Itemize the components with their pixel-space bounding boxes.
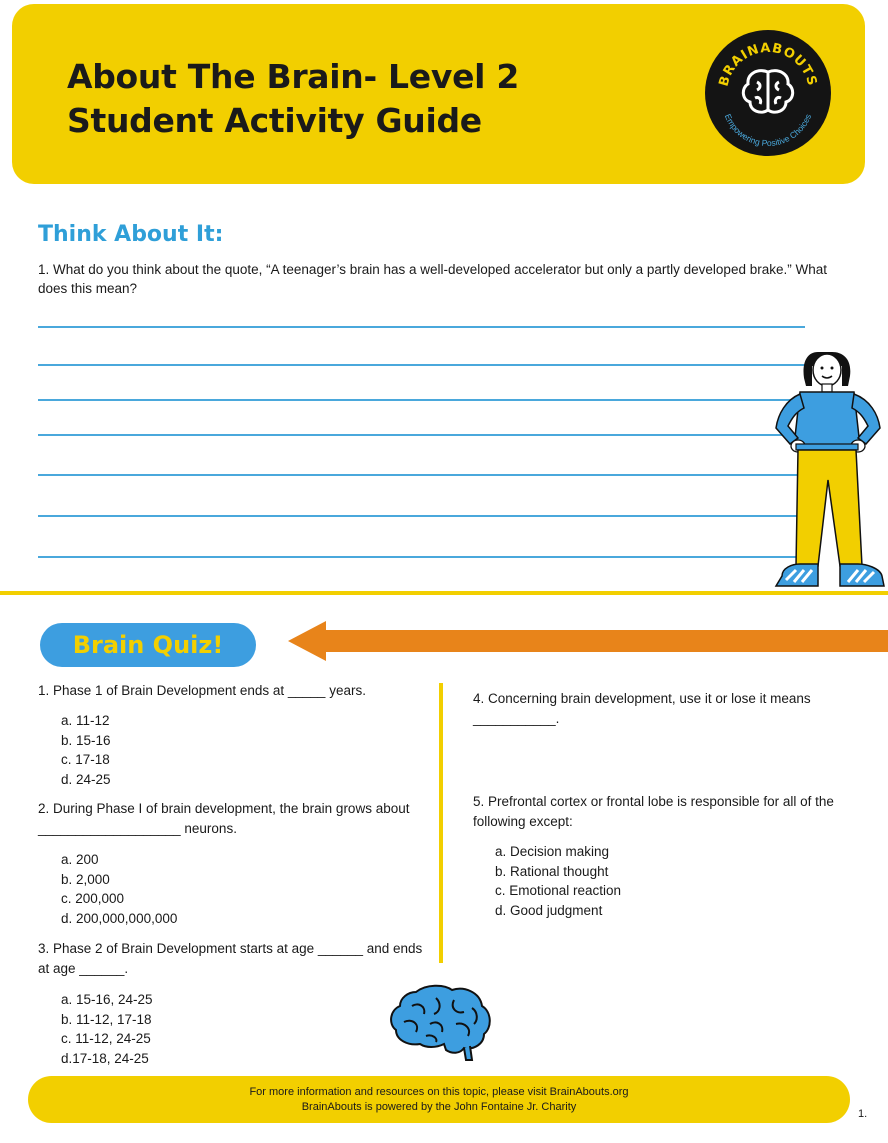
page-number: 1. [858,1108,868,1120]
option[interactable]: d. Good judgment [495,902,603,918]
footer-banner [28,1076,850,1123]
option[interactable]: d. 200,000,000,000 [61,910,178,926]
quiz-options-1 [61,711,111,789]
quiz-options-5 [495,842,621,920]
option[interactable]: a. Decision making [495,844,610,859]
option[interactable]: a. 11-12 [61,713,110,728]
option[interactable]: b. 2,000 [61,871,110,887]
quiz-question-3: 3. Phase 2 of Brain Development starts at age ______ and ends at age ______. [38,941,423,976]
brain-icon [386,984,494,1062]
section-divider [0,591,888,595]
option[interactable]: d.17-18, 24-25 [61,1050,149,1066]
option[interactable]: b. Rational thought [495,863,609,879]
option[interactable]: d. 24-25 [61,771,111,787]
quiz-question-5: 5. Prefrontal cortex or frontal lobe is responsible for all of the following except: [473,794,834,829]
answer-line[interactable] [38,364,805,366]
quiz-question-4: 4. Concerning brain development, use it or lose it means ___________. [473,691,811,726]
answer-line[interactable] [38,515,805,517]
option[interactable]: b. 11-12, 17-18 [61,1011,152,1027]
arrow-left-icon [288,621,888,661]
option[interactable]: c. 17-18 [61,752,110,767]
quiz-options-3 [61,990,153,1068]
answer-line[interactable] [38,434,805,436]
think-about-it-heading: Think About It: [38,222,224,247]
page-title [67,55,519,143]
quiz-options-2 [61,850,177,928]
brainabouts-logo [705,30,831,156]
brain-quiz-heading: Brain Quiz! [40,623,256,667]
footer-line-2: BrainAbouts is powered by the John Fontaine Jr. Charity [301,1100,577,1113]
quiz-question-1: 1. Phase 1 of Brain Development ends at _____ years. [38,683,366,698]
logo-graphic [705,30,831,156]
logo-brand-text: BRAINABOUTS [716,40,820,89]
option[interactable]: a. 200 [61,852,99,867]
quiz-question-2: 2. During Phase I of brain development, the brain grows about ___________________ neurons. [38,801,410,836]
title-line-2: Student Activity Guide [67,101,482,140]
student-figure [766,348,888,594]
option[interactable]: a. 15-16, 24-25 [61,992,153,1007]
answer-line[interactable] [38,399,805,401]
footer-line-1: For more information and resources on this topic, please visit BrainAbouts.org [249,1085,629,1098]
answer-line[interactable] [38,326,805,328]
answer-line[interactable] [38,556,805,558]
answer-line[interactable] [38,474,805,476]
option[interactable]: c. 200,000 [61,891,125,906]
think-question: 1. What do you think about the quote, “A teenager’s brain has a well-developed accelerator but only a partly developed brake.” What does this mean? [38,262,827,296]
option[interactable]: b. 15-16 [61,732,111,748]
title-line-1: About The Brain- Level 2 [67,57,520,96]
option[interactable]: c. Emotional reaction [495,883,622,898]
option[interactable]: c. 11-12, 24-25 [61,1031,151,1046]
column-separator [439,683,443,963]
logo-tagline-text: Empowering Positive Choices [722,112,814,149]
